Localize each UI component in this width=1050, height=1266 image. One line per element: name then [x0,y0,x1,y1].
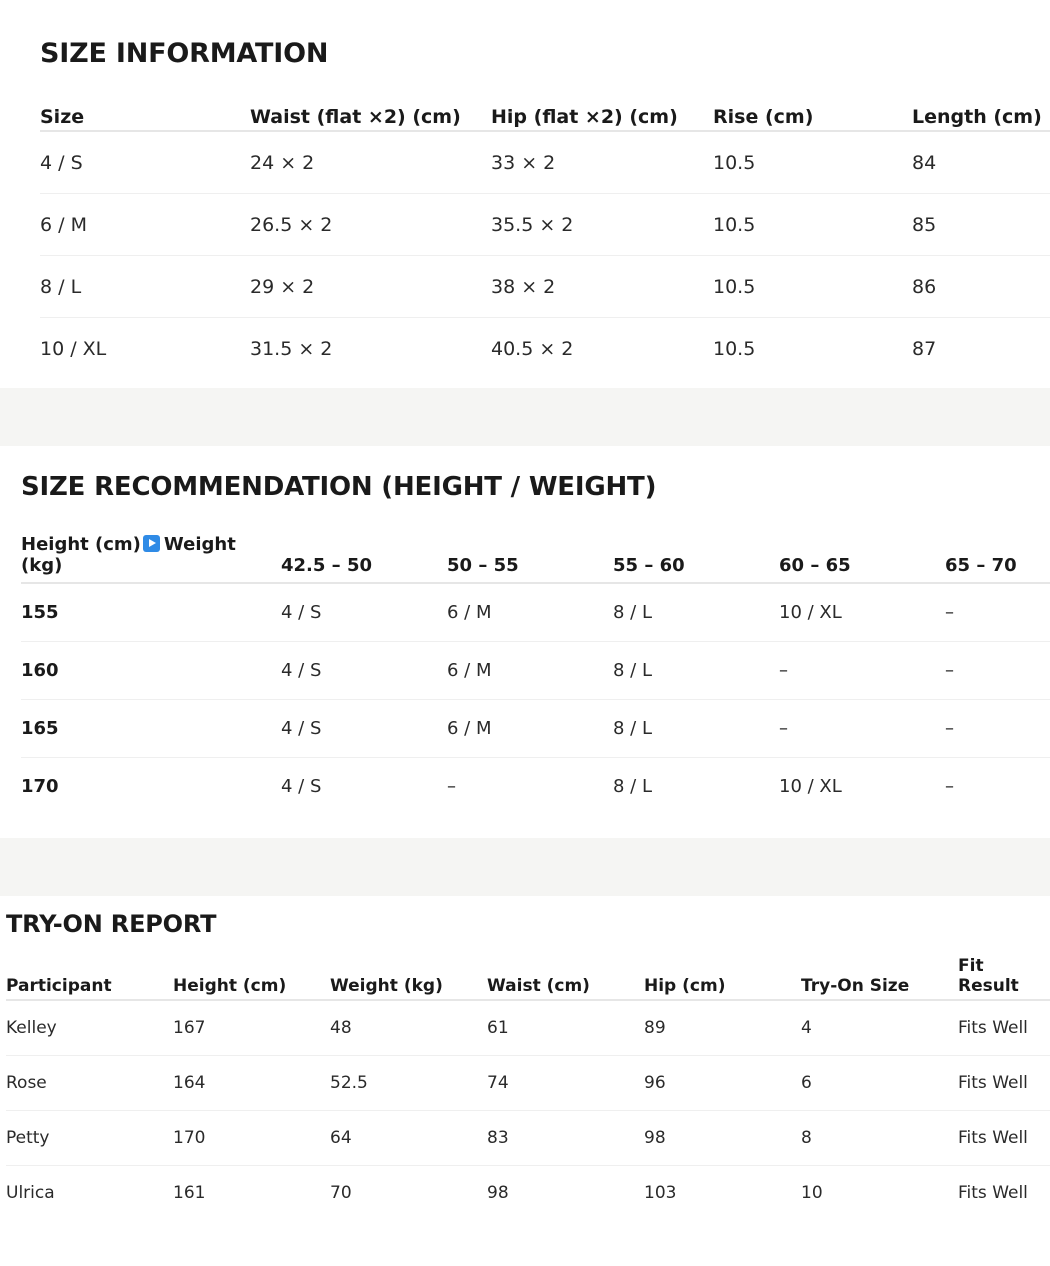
table-cell: 96 [644,1056,801,1111]
table-cell: 4 / S [281,642,447,700]
size-information-section [0,0,1050,388]
column-header: Fit Result [958,956,1050,1000]
table-cell: Rose [6,1056,173,1111]
weight-range-header: 55 – 60 [613,526,779,583]
height-row-header: 165 [21,700,281,758]
table-cell: – [779,700,945,758]
table-cell: 10.5 [713,337,756,360]
right-arrow-icon [143,535,160,552]
table-cell: Fits Well [958,1056,1050,1111]
size-recommendation-title: SIZE RECOMMENDATION (HEIGHT / WEIGHT) [21,472,657,502]
table-cell: 38 × 2 [491,256,713,318]
table-cell: – [945,642,1050,700]
table-cell: 164 [173,1056,330,1111]
column-header: Try-On Size [801,956,958,1000]
table-row [6,1111,1050,1166]
table-cell: – [779,642,945,700]
corner-header-height-label: Height (cm) [21,534,141,555]
table-cell: 6 / M [40,194,250,256]
column-header: Size [40,94,250,131]
table-cell: Fits Well [958,1183,1028,1203]
table-cell: 10.5 [713,256,912,318]
table-cell: 10 [801,1183,823,1203]
table-cell: 84 [912,131,1050,194]
table-cell: 4 / S [281,583,447,642]
table-cell: 98 [487,1183,509,1203]
height-row-header: 155 [21,583,281,642]
table-row [40,131,1050,194]
table-cell: 98 [644,1111,801,1166]
table-cell: 161 [173,1183,206,1203]
table-cell: 8 / L [40,256,250,318]
table-cell: 70 [330,1183,352,1203]
column-header: Waist (flat ×2) (cm) [250,94,491,131]
table-cell: 26.5 × 2 [250,194,491,256]
table-cell: Ulrica [6,1183,55,1203]
table-cell: 10 / XL [40,337,107,360]
table-cell: 170 [173,1111,330,1166]
table-cell: 8 / L [613,776,652,797]
table-row [40,256,1050,318]
table-row [21,700,1050,758]
height-row-header: 160 [21,642,281,700]
try-on-report-table [6,956,1050,1220]
column-header: Hip (cm) [644,956,801,1000]
column-header: Length (cm) [912,94,1050,131]
table-cell: Fits Well [958,1111,1050,1166]
corner-header [21,526,281,583]
table-cell: 24 × 2 [250,131,491,194]
table-cell: – [945,700,1050,758]
table-cell: 6 / M [447,700,613,758]
table-cell: 6 / M [447,642,613,700]
weight-range-header: 50 – 55 [447,526,613,583]
table-cell: 4 / S [281,700,447,758]
table-header-row [21,526,1050,583]
table-row [6,1000,1050,1056]
table-cell: 89 [644,1000,801,1056]
table-cell: Kelley [6,1000,173,1056]
table-cell: 31.5 × 2 [250,337,333,360]
table-cell: 10.5 [713,194,912,256]
table-cell: 4 / S [281,776,322,797]
table-row [40,194,1050,256]
table-cell: – [447,776,456,797]
table-cell: 10 / XL [779,776,842,797]
table-cell: Fits Well [958,1000,1050,1056]
table-cell: 103 [644,1183,677,1203]
table-cell: 6 / M [447,583,613,642]
table-header-row [40,94,1050,131]
table-cell: 48 [330,1000,487,1056]
table-cell: 8 / L [613,583,779,642]
table-cell: 52.5 [330,1056,487,1111]
column-header: Hip (flat ×2) (cm) [491,94,713,131]
table-cell: 29 × 2 [250,256,491,318]
table-row [6,1056,1050,1111]
table-cell: 33 × 2 [491,131,713,194]
column-header: Rise (cm) [713,94,912,131]
table-cell: 83 [487,1111,644,1166]
table-row [21,583,1050,642]
try-on-report-title: TRY-ON REPORT [6,910,217,938]
table-cell: 61 [487,1000,644,1056]
section-spacer [0,388,1050,446]
try-on-report-section [0,896,1050,1266]
table-cell: 4 / S [40,131,250,194]
column-header: Weight (kg) [330,956,487,1000]
table-cell: 10.5 [713,131,912,194]
weight-range-header: 42.5 – 50 [281,526,447,583]
section-spacer [0,838,1050,896]
table-cell: 6 [801,1056,958,1111]
table-cell: – [945,583,1050,642]
table-cell: 8 / L [613,700,779,758]
table-cell: – [945,776,954,797]
weight-range-header: 60 – 65 [779,526,945,583]
table-row [21,642,1050,700]
size-information-title: SIZE INFORMATION [40,38,329,69]
table-row [6,1166,1050,1221]
size-information-table [40,94,1050,379]
column-header: Participant [6,956,173,1000]
size-recommendation-table [21,526,1050,815]
size-recommendation-section [0,446,1050,838]
table-cell: 64 [330,1111,487,1166]
table-cell: 87 [912,337,937,360]
table-cell: 8 / L [613,642,779,700]
table-cell: 74 [487,1056,644,1111]
table-cell: 8 [801,1111,958,1166]
table-cell: 10 / XL [779,583,945,642]
weight-range-header: 65 – 70 [945,526,1050,583]
corner-header-weight-label: Weight (kg) [21,534,236,576]
table-cell: 35.5 × 2 [491,194,713,256]
table-row [21,758,1050,816]
table-cell: 40.5 × 2 [491,337,574,360]
table-cell: 167 [173,1000,330,1056]
table-cell: 4 [801,1000,958,1056]
column-header: Height (cm) [173,956,330,1000]
table-cell: 85 [912,194,1050,256]
table-header-row [6,956,1050,1000]
table-cell: Petty [6,1111,173,1166]
column-header: Waist (cm) [487,956,644,1000]
height-row-header: 170 [21,776,59,797]
table-row [40,318,1050,380]
table-cell: 86 [912,256,1050,318]
